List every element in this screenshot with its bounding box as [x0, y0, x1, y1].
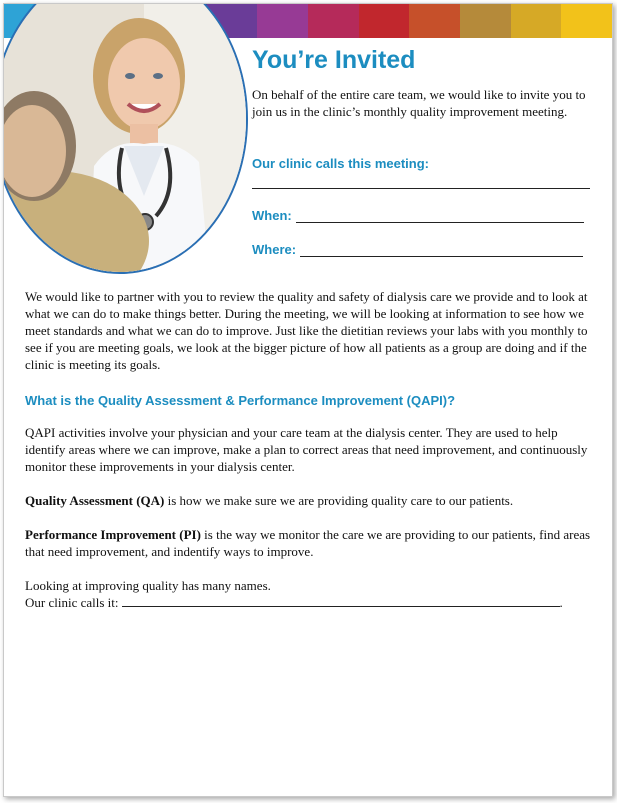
calls-it-end: .	[559, 595, 563, 610]
qa-term: Quality Assessment (QA)	[25, 493, 165, 508]
where-blank[interactable]	[300, 242, 583, 257]
color-stripe-segment	[409, 4, 460, 38]
nurse-photo	[3, 3, 248, 274]
when-blank[interactable]	[296, 208, 584, 223]
pi-term: Performance Improvement (PI)	[25, 527, 201, 542]
calls-it-label: Our clinic calls it:	[25, 595, 119, 610]
calls-it-blank[interactable]	[122, 594, 560, 607]
page-title: You’re Invited	[252, 46, 416, 74]
when-label: When:	[252, 208, 292, 223]
names-line: Looking at improving quality has many names.	[25, 578, 271, 593]
qa-paragraph	[25, 492, 597, 509]
color-stripe-segment	[359, 4, 410, 38]
pi-text: is the way we monitor the care we are providing to our patients, find areas that need improvement, and indentify ways to improve.	[25, 527, 591, 559]
color-stripe-segment	[257, 4, 308, 38]
partner-paragraph: We would like to partner with you to review the quality and safety of dialysis care we provide and to look at what we can do to make things better. During the meeting, we will be looking at information to see how we meet standards and what we can do to improve. Just like the dietitian reviews your labs with you monthly to see if you are meeting goals, we look at the bigger picture of how all patients as a group are doing and if the clinic is meeting its goals.	[25, 289, 588, 372]
qapi-heading: What is the Quality Assessment & Performance Improvement (QAPI)?	[25, 393, 456, 408]
where-label: Where:	[252, 242, 297, 257]
meeting-name-label: Our clinic calls this meeting:	[252, 156, 429, 171]
color-stripe-segment	[561, 4, 612, 38]
color-stripe-segment	[308, 4, 359, 38]
invitation-page	[3, 3, 613, 797]
where-row	[252, 242, 583, 257]
color-stripe-segment	[460, 4, 511, 38]
qa-text: is how we make sure we are providing quality care to our patients.	[164, 493, 514, 508]
when-row	[252, 208, 584, 223]
meeting-name-blank[interactable]	[252, 188, 590, 189]
intro-paragraph: On behalf of the entire care team, we would like to invite you to join us in the clinic’s monthly quality improvement meeting.	[252, 87, 586, 119]
qapi-paragraph: QAPI activities involve your physician and your care team at the dialysis center. They are used to help identify areas where we can improve, make a plan to correct areas that need improvement, and continuously monitor these improvements in your dialysis center.	[25, 425, 588, 474]
names-paragraph	[25, 577, 597, 611]
color-stripe-segment	[511, 4, 562, 38]
pi-paragraph	[25, 526, 597, 560]
